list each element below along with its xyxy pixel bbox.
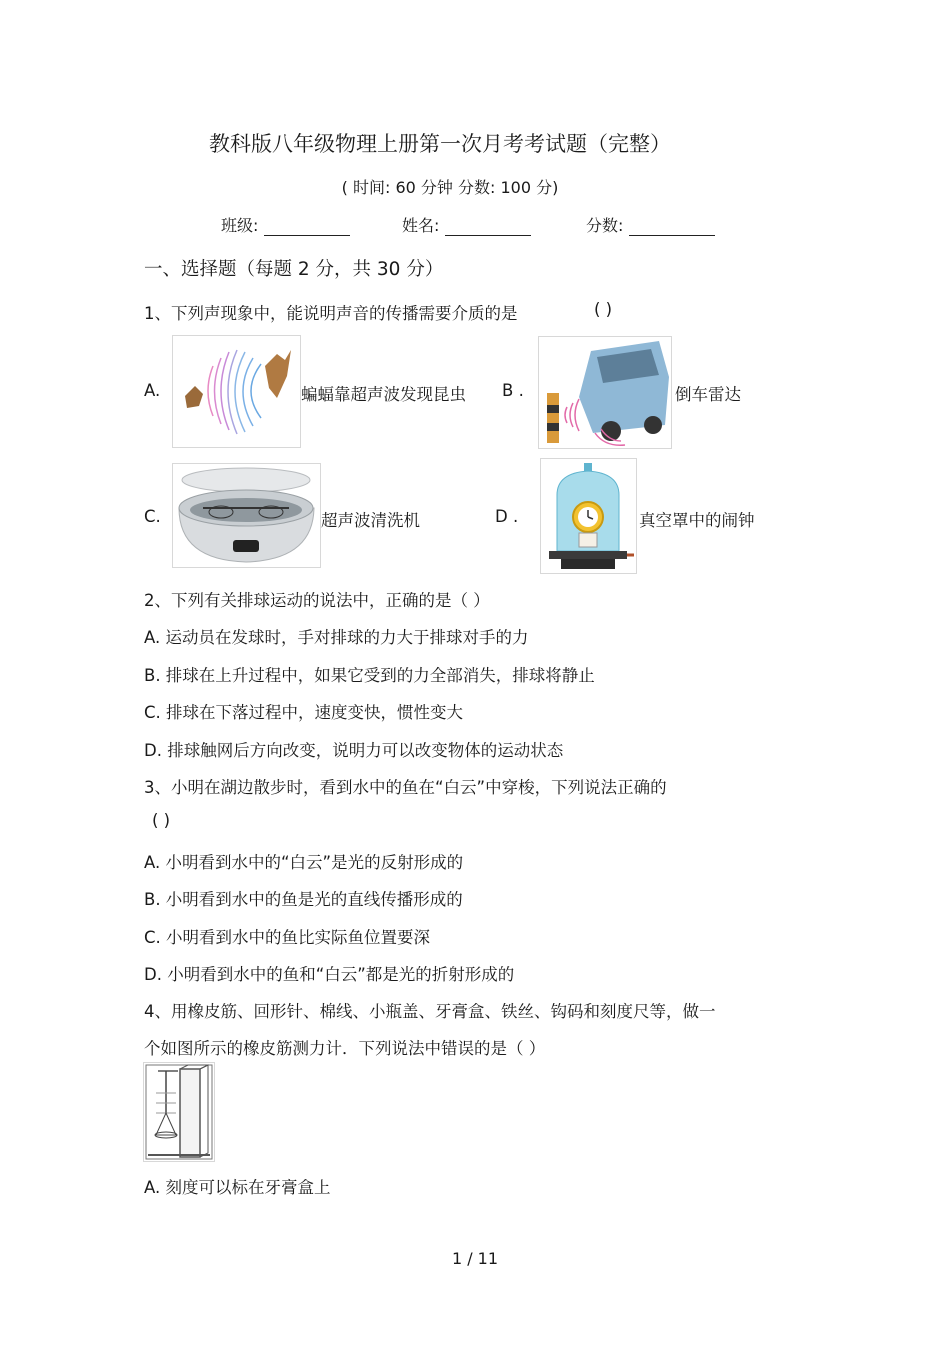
exam-info: ( 时间: 60 分钟 分数: 100 分)	[341, 178, 559, 197]
q2-option-c: C. 排球在下落过程中，速度变快，惯性变大	[144, 703, 464, 722]
q1-option-b-text: 倒车雷达	[675, 385, 741, 404]
bat-insect-image	[172, 335, 301, 448]
q1-stem: 1、下列声现象中，能说明声音的传播需要介质的是	[144, 304, 518, 323]
page-title: 教科版八年级物理上册第一次月考考试题（完整）	[209, 132, 671, 156]
name-field	[402, 213, 531, 236]
score-blank	[629, 219, 715, 236]
q2-option-a: A. 运动员在发球时，手对排球的力大于排球对手的力	[144, 628, 529, 647]
q3-stem: 3、小明在湖边散步时，看到水中的鱼在“白云”中穿梭，下列说法正确的	[144, 778, 667, 797]
vacuum-bell-jar-image	[540, 458, 637, 574]
q1-option-c-letter: C.	[144, 507, 161, 526]
score-label: 分数:	[586, 216, 624, 235]
q2-stem: 2、下列有关排球运动的说法中，正确的是（ ）	[144, 591, 490, 610]
q3-paren: ( )	[152, 811, 171, 830]
q1-option-b-letter: B .	[502, 381, 524, 400]
reversing-radar-image	[538, 336, 672, 449]
q3-option-b: B. 小明看到水中的鱼是光的直线传播形成的	[144, 890, 463, 909]
q3-option-a: A. 小明看到水中的“白云”是光的反射形成的	[144, 853, 464, 872]
q3-option-c: C. 小明看到水中的鱼比实际鱼位置要深	[144, 928, 431, 947]
name-blank	[445, 219, 531, 236]
q1-option-d-letter: D .	[495, 507, 519, 526]
rubber-band-dynamometer-image	[143, 1062, 215, 1162]
q1-option-c-text: 超声波清洗机	[321, 511, 420, 530]
q1-option-a-text: 蝙蝠靠超声波发现昆虫	[301, 385, 466, 404]
page-number: 1 / 11	[451, 1249, 499, 1268]
q3-option-d: D. 小明看到水中的鱼和“白云”都是光的折射形成的	[144, 965, 515, 984]
q2-option-b: B. 排球在上升过程中，如果它受到的力全部消失，排球将静止	[144, 666, 595, 685]
name-label: 姓名:	[402, 216, 440, 235]
q4-stem-line2: 个如图所示的橡皮筋测力计．下列说法中错误的是（ ）	[144, 1039, 546, 1058]
ultrasonic-cleaner-image	[172, 463, 321, 568]
q1-option-d-text: 真空罩中的闹钟	[639, 511, 755, 530]
class-blank	[264, 219, 350, 236]
q2-option-d: D. 排球触网后方向改变，说明力可以改变物体的运动状态	[144, 741, 564, 760]
section-heading: 一、选择题（每题 2 分，共 30 分）	[144, 259, 444, 280]
class-field	[221, 213, 350, 236]
q1-paren: ( )	[594, 300, 613, 319]
q1-option-a-letter: A.	[144, 381, 161, 400]
score-field	[586, 213, 715, 236]
q4-stem-line1: 4、用橡皮筋、回形针、棉线、小瓶盖、牙膏盒、铁丝、钩码和刻度尺等，做一	[144, 1002, 716, 1021]
class-label: 班级:	[221, 216, 259, 235]
q4-option-a: A. 刻度可以标在牙膏盒上	[144, 1178, 331, 1197]
